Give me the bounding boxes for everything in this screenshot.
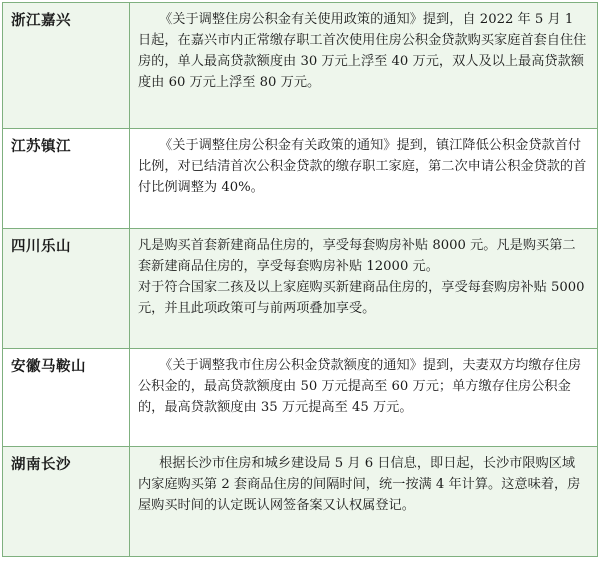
policy-paragraph: 根据长沙市住房和城乡建设局 5 月 6 日信息，即日起，长沙市限购区域内家庭购买第 2 套商品住房的间隔时间，统一按满 4 年计算。这意味着，房屋购买时间的认定既认网签备案又认权属登记。 bbox=[138, 456, 581, 513]
policy-paragraph: 凡是购买首套新建商品住房的，享受每套购房补贴 8000 元。凡是购买第二套新建商品住房的，享受每套购房补贴 12000 元。 bbox=[138, 238, 576, 274]
table-row bbox=[3, 349, 598, 447]
content-cell bbox=[130, 349, 598, 447]
region-cell: 湖南长沙 bbox=[3, 447, 130, 557]
region-cell: 江苏镇江 bbox=[3, 129, 130, 229]
policy-paragraph: 《关于调整住房公积金有关政策的通知》提到，镇江降低公积金贷款首付比例，对已结清首次公积金贷款的缴存职工家庭，第二次申请公积金贷款的首付比例调整为 40%。 bbox=[138, 138, 587, 195]
table-row bbox=[3, 229, 598, 349]
policy-paragraph: 《关于调整我市住房公积金贷款额度的通知》提到，夫妻双方均缴存住房公积金的，最高贷款额度由 50 万元提高至 60 万元；单方缴存住房公积金的，最高贷款额度由 35 万元提高至 45 万元。 bbox=[138, 358, 582, 415]
content-cell bbox=[130, 3, 598, 129]
content-cell bbox=[130, 229, 598, 349]
region-cell: 四川乐山 bbox=[3, 229, 130, 349]
content-cell bbox=[130, 129, 598, 229]
region-cell: 安徽马鞍山 bbox=[3, 349, 130, 447]
table-row bbox=[3, 447, 598, 557]
content-cell bbox=[130, 447, 598, 557]
table-row bbox=[3, 3, 598, 129]
policy-table bbox=[2, 2, 598, 557]
region-cell: 浙江嘉兴 bbox=[3, 3, 130, 129]
policy-paragraph: 对于符合国家二孩及以上家庭购买新建商品住房的，享受每套购房补贴 5000 元，并且此项政策可与前两项叠加享受。 bbox=[138, 280, 585, 316]
policy-paragraph: 《关于调整住房公积金有关使用政策的通知》提到，自 2022 年 5 月 1 日起，在嘉兴市内正常缴存职工首次使用住房公积金贷款购买家庭首套自住住房的，单人最高贷款额度由 30 万元上浮至 40 万元，双人及以上最高贷款额度由 60 万元上浮至 80 万元。 bbox=[138, 12, 587, 90]
table-row bbox=[3, 129, 598, 229]
